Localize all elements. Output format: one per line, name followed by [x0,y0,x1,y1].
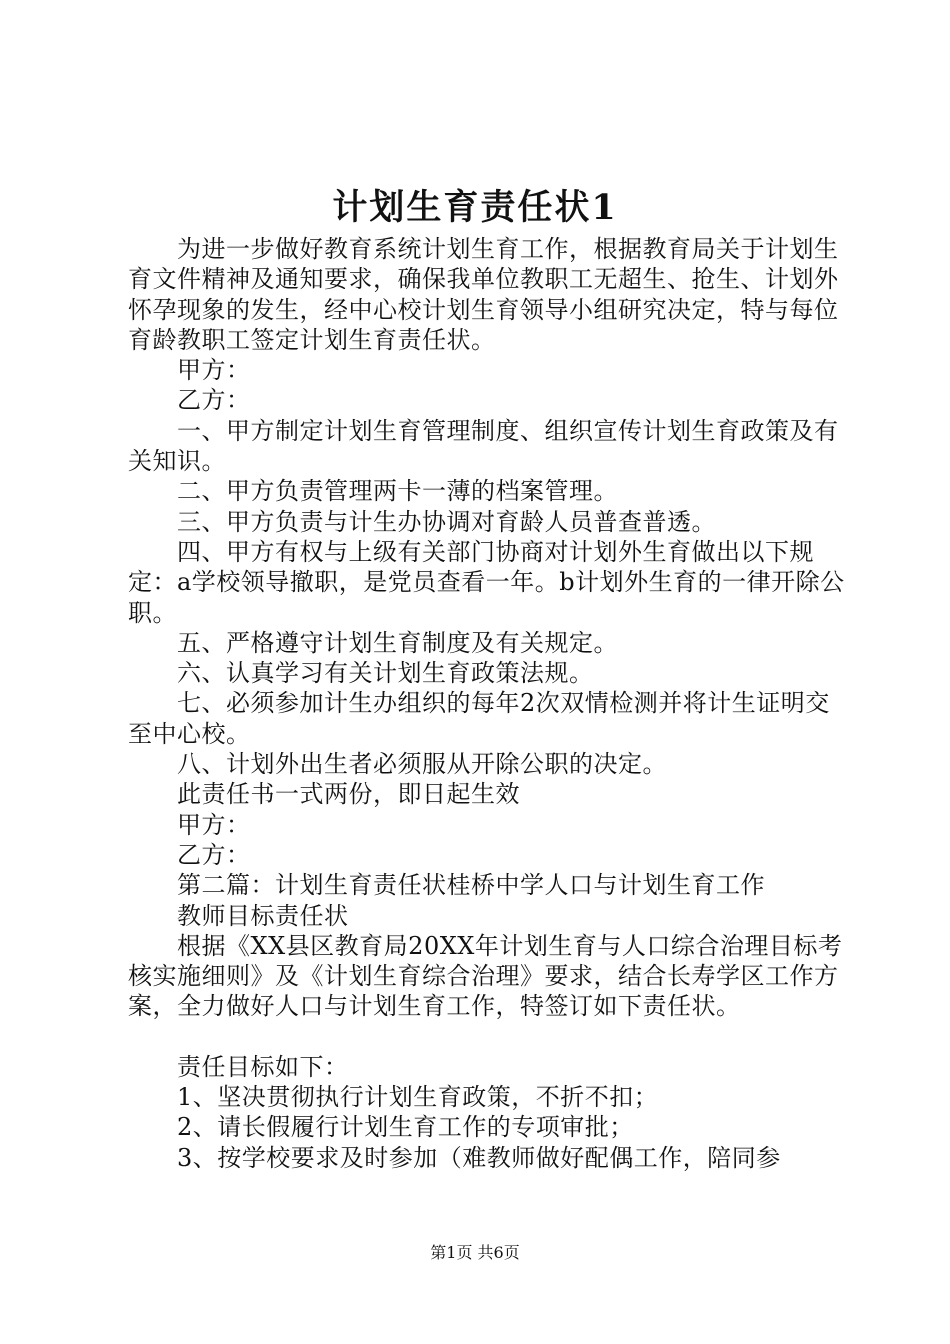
effective-statement: 此责任书一式两份，即日起生效 [177,780,520,809]
clause-3: 三、甲方负责与计生办协调对育龄人员普查普透。 [177,507,716,536]
paragraph-spacer [128,1022,853,1052]
clause-2: 二、甲方负责管理两卡一薄的档案管理。 [177,477,618,506]
document-title: 计划生育责任状1 [332,187,618,228]
party-b-label: 乙方： [177,386,251,415]
goals-heading: 责任目标如下： [177,1052,349,1081]
goal-2: 2、请长假履行计划生育工作的专项审批； [177,1113,634,1142]
section-2-heading: 第二篇：计划生育责任状桂桥中学人口与计划生育工作 [177,871,765,900]
party-a-signature: 甲方： [177,810,251,839]
party-b-signature: 乙方： [177,840,251,869]
clause-4: 四、甲方有权与上级有关部门协商对计划外生育做出以下规定：a学校领导撤职，是党员查看一年。b计划外生育的一律开除公职。 [128,537,845,627]
clause-5: 五、严格遵守计划生育制度及有关规定。 [177,628,618,657]
clause-1: 一、甲方制定计划生育管理制度、组织宣传计划生育政策及有关知识。 [128,416,839,476]
section-2-intro: 根据《XX县区教育局20XX年计划生育与人口综合治理目标考核实施细则》及《计划生育综合治理》要求，结合长寿学区工作方案，全力做好人口与计划生育工作，特签订如下责任状。 [128,931,843,1021]
clause-8: 八、计划外出生者必须服从开除公职的决定。 [177,750,667,779]
page-footer: 第1页 共6页 [430,1243,520,1262]
clause-7: 七、必须参加计生办组织的每年2次双情检测并将计生证明交至中心校。 [128,689,830,748]
paragraph-intro: 为进一步做好教育系统计划生育工作，根据教育局关于计划生育文件精神及通知要求，确保我单位教职工无超生、抢生、计划外怀孕现象的发生，经中心校计划生育领导小组研究决定，特与每位育龄教职工签定计划生育责任状。 [128,235,839,354]
party-a-label: 甲方： [177,356,251,385]
goal-1: 1、坚决贯彻执行计划生育政策，不折不扣； [177,1083,659,1112]
document-body [128,234,853,1173]
clause-6: 六、认真学习有关计划生育政策法规。 [177,659,594,688]
section-2-subheading: 教师目标责任状 [177,901,349,930]
goal-3: 3、按学校要求及时参加（难教师做好配偶工作，陪同参 [177,1143,781,1172]
